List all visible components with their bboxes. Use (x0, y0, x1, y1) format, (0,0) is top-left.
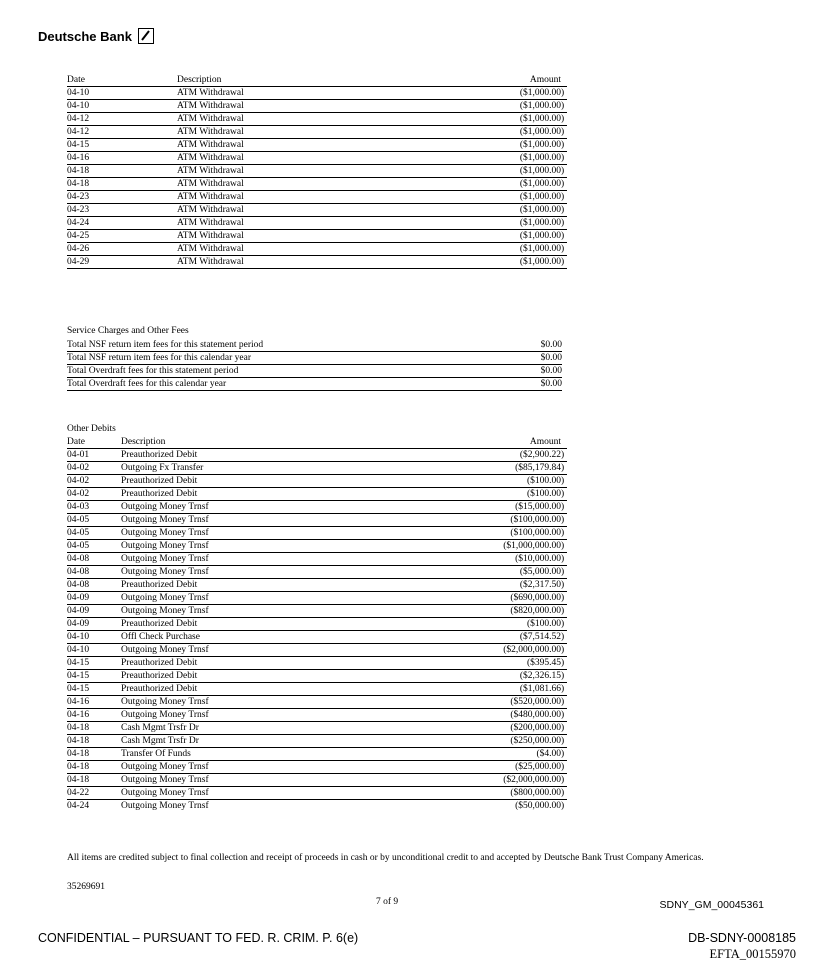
description-cell: Outgoing Money Trnsf (121, 761, 451, 774)
description-cell: Outgoing Money Trnsf (121, 774, 451, 787)
amount-value: ($1,000.00 (519, 153, 561, 163)
other-debits-title: Other Debits (67, 424, 116, 434)
date-cell: 04-08 (67, 566, 121, 579)
description-cell: Outgoing Money Trnsf (121, 709, 451, 722)
description-cell: ATM Withdrawal (177, 165, 457, 178)
amount-cell: ($1,000,000.00) (451, 540, 567, 553)
date-cell: 04-22 (67, 787, 121, 800)
date-header: Date (67, 74, 177, 87)
amount-cell: ($4.00) (451, 748, 567, 761)
amount-cell: ($100.00) (451, 475, 567, 488)
table-header-row (67, 74, 567, 87)
description-cell: Outgoing Fx Transfer (121, 462, 451, 475)
table-row (67, 748, 567, 761)
amount-value: ($2,900.22 (519, 450, 561, 460)
description-cell: Preauthorized Debit (121, 618, 451, 631)
table-row (67, 365, 562, 378)
amount-cell: ($800,000.00) (451, 787, 567, 800)
amount-value: ($1,000.00 (519, 205, 561, 215)
amount-value: ($1,081.66 (519, 684, 561, 694)
description-cell: Outgoing Money Trnsf (121, 527, 451, 540)
description-cell: ATM Withdrawal (177, 139, 457, 152)
amount-cell: ($10,000.00) (451, 553, 567, 566)
description-cell: Cash Mgmt Trsfr Dr (121, 735, 451, 748)
description-header: Description (177, 74, 457, 87)
amount-value: ($1,000.00 (519, 166, 561, 176)
amount-cell: ($7,514.52) (451, 631, 567, 644)
amount-value: ($1,000.00 (519, 179, 561, 189)
description-cell: Outgoing Money Trnsf (121, 696, 451, 709)
table-row (67, 139, 567, 152)
date-cell: 04-24 (67, 217, 177, 230)
date-cell: 04-18 (67, 735, 121, 748)
amount-value: ($250,000.00 (510, 736, 561, 746)
amount-cell: ($1,000.00) (457, 87, 567, 100)
date-cell: 04-08 (67, 553, 121, 566)
amount-cell: ($520,000.00) (451, 696, 567, 709)
description-cell: Outgoing Money Trnsf (121, 540, 451, 553)
amount-value: ($100.00 (526, 476, 561, 486)
table-row (67, 683, 567, 696)
amount-cell: ($1,000.00) (457, 165, 567, 178)
service-charges-title: Service Charges and Other Fees (67, 326, 189, 336)
description-cell: Preauthorized Debit (121, 579, 451, 592)
date-cell: 04-15 (67, 683, 121, 696)
amount-cell: ($100,000.00) (451, 514, 567, 527)
amount-value: ($690,000.00 (510, 593, 561, 603)
amount-cell: ($25,000.00) (451, 761, 567, 774)
fee-label-cell: Total Overdraft fees for this calendar year (67, 378, 462, 391)
date-cell: 04-25 (67, 230, 177, 243)
date-cell: 04-18 (67, 165, 177, 178)
amount-cell: ($2,317.50) (451, 579, 567, 592)
description-cell: ATM Withdrawal (177, 87, 457, 100)
table-row (67, 378, 562, 391)
disclaimer-text: All items are credited subject to final collection and receipt of proceeds in cash or by unconditional credit to and accepted by Deutsche Bank Trust Company Americas. (67, 853, 704, 863)
amount-cell: ($820,000.00) (451, 605, 567, 618)
amount-cell: ($1,081.66) (451, 683, 567, 696)
date-cell: 04-10 (67, 644, 121, 657)
amount-cell: ($1,000.00) (457, 243, 567, 256)
date-header: Date (67, 436, 121, 449)
amount-value: ($2,000,000.00 (503, 645, 561, 655)
amount-cell: ($1,000.00) (457, 139, 567, 152)
description-cell: Outgoing Money Trnsf (121, 801, 209, 811)
description-cell: Outgoing Money Trnsf (121, 605, 451, 618)
date-cell: 04-10 (67, 87, 177, 100)
table-row (67, 592, 567, 605)
amount-cell: ($395.45) (451, 657, 567, 670)
table-row (67, 644, 567, 657)
table-row (67, 449, 567, 462)
table-row (67, 488, 567, 501)
amount-value: ($1,000.00 (519, 257, 561, 267)
bank-brand (38, 28, 154, 44)
amount-cell: ($1,000.00) (457, 217, 567, 230)
date-cell: 04-15 (67, 670, 121, 683)
description-cell: Preauthorized Debit (121, 488, 451, 501)
description-cell: Transfer Of Funds (121, 748, 451, 761)
table-row (67, 735, 567, 748)
amount-cell: ($2,000,000.00) (451, 774, 567, 787)
description-cell: Outgoing Money Trnsf (121, 787, 451, 800)
table-row (67, 774, 567, 787)
amount-value: ($395.45 (526, 658, 561, 668)
date-cell: 04-18 (67, 722, 121, 735)
fee-amount-cell: $0.00 (462, 365, 562, 378)
date-cell: 04-02 (67, 462, 121, 475)
date-cell: 04-24 (67, 801, 90, 811)
table-row (67, 722, 567, 735)
amount-cell: ($2,000,000.00) (451, 644, 567, 657)
amount-value: ($85,179.84 (515, 463, 561, 473)
date-cell: 04-01 (67, 449, 121, 462)
date-cell: 04-10 (67, 100, 177, 113)
table-row (67, 657, 567, 670)
date-cell: 04-10 (67, 631, 121, 644)
amount-cell: ($15,000.00) (451, 501, 567, 514)
bank-name: Deutsche Bank (38, 28, 132, 44)
efta-bates-id: EFTA_00155970 (709, 947, 796, 961)
table-row (67, 243, 567, 256)
description-cell: Preauthorized Debit (121, 683, 451, 696)
fee-label-cell: Total Overdraft fees for this statement period (67, 365, 462, 378)
amount-cell: ($1,000.00) (457, 256, 567, 269)
table-row (67, 462, 567, 475)
amount-cell: ($1,000.00) (457, 126, 567, 139)
date-cell: 04-05 (67, 514, 121, 527)
amount-value: ($2,317.50 (519, 580, 561, 590)
table-row (67, 527, 567, 540)
amount-cell: ($100.00) (451, 618, 567, 631)
amount-value: ($100.00 (526, 489, 561, 499)
description-cell: ATM Withdrawal (177, 191, 457, 204)
amount-value: ($1,000.00 (519, 231, 561, 241)
amount-value: ($15,000.00 (515, 502, 561, 512)
description-cell: Offl Check Purchase (121, 631, 451, 644)
amount-header: Amount (457, 74, 567, 87)
amount-value: ($1,000.00 (519, 127, 561, 137)
date-cell: 04-16 (67, 696, 121, 709)
fee-label-cell: Total NSF return item fees for this calendar year (67, 352, 462, 365)
amount-cell: ($100.00) (451, 488, 567, 501)
table-row (67, 540, 567, 553)
date-cell: 04-12 (67, 126, 177, 139)
deutsche-bank-logo-icon (138, 28, 154, 44)
table-row (67, 475, 567, 488)
date-cell: 04-09 (67, 605, 121, 618)
description-cell: ATM Withdrawal (177, 217, 457, 230)
table-row (67, 605, 567, 618)
table-row (67, 501, 567, 514)
amount-cell: ($2,900.22) (451, 449, 567, 462)
amount-header: Amount (451, 436, 567, 449)
amount-cell: ($480,000.00) (451, 709, 567, 722)
date-cell: 04-18 (67, 748, 121, 761)
description-cell: ATM Withdrawal (177, 152, 457, 165)
date-cell: 04-29 (67, 256, 177, 269)
amount-cell: ($100,000.00) (451, 527, 567, 540)
amount-value: ($200,000.00 (510, 723, 561, 733)
table-row (67, 87, 567, 100)
table-row (67, 761, 567, 774)
amount-value: ($1,000.00 (519, 192, 561, 202)
date-cell: 04-12 (67, 113, 177, 126)
table-row (67, 631, 567, 644)
table-row (67, 126, 567, 139)
amount-value: ($480,000.00 (510, 710, 561, 720)
date-cell: 04-18 (67, 774, 121, 787)
table-row (67, 553, 567, 566)
fee-amount-cell: $0.00 (462, 339, 562, 352)
table-row (67, 696, 567, 709)
description-cell: Preauthorized Debit (121, 657, 451, 670)
table-row (67, 800, 567, 813)
amount-value: ($100.00 (526, 619, 561, 629)
description-cell: Outgoing Money Trnsf (121, 566, 451, 579)
amount-value: ($100,000.00 (510, 528, 561, 538)
date-cell: 04-02 (67, 475, 121, 488)
amount-cell: ($200,000.00) (451, 722, 567, 735)
description-cell: Preauthorized Debit (121, 670, 451, 683)
table-row (67, 191, 567, 204)
description-header: Description (121, 436, 451, 449)
amount-value: ($520,000.00 (510, 697, 561, 707)
date-cell: 04-18 (67, 761, 121, 774)
description-cell: Outgoing Money Trnsf (121, 514, 451, 527)
description-cell: ATM Withdrawal (177, 126, 457, 139)
date-cell: 04-18 (67, 178, 177, 191)
date-cell: 04-09 (67, 618, 121, 631)
description-cell: ATM Withdrawal (177, 204, 457, 217)
table-row (67, 113, 567, 126)
date-cell: 04-23 (67, 191, 177, 204)
amount-value: ($1,000.00 (519, 218, 561, 228)
amount-value: ($800,000.00 (510, 788, 561, 798)
fee-amount-cell: $0.00 (462, 352, 562, 365)
service-charges-table (67, 339, 562, 391)
description-cell: ATM Withdrawal (177, 100, 457, 113)
date-cell: 04-05 (67, 540, 121, 553)
account-number: 35269691 (67, 882, 105, 892)
date-cell: 04-16 (67, 709, 121, 722)
amount-value: ($820,000.00 (510, 606, 561, 616)
amount-value: ($100,000.00 (510, 515, 561, 525)
table-row (67, 256, 567, 269)
amount-cell: ($1,000.00) (457, 191, 567, 204)
table-row (67, 352, 562, 365)
amount-value: ($2,000,000.00 (503, 775, 561, 785)
description-cell: Cash Mgmt Trsfr Dr (121, 722, 451, 735)
description-cell: ATM Withdrawal (177, 256, 457, 269)
date-cell: 04-15 (67, 657, 121, 670)
fee-label-cell: Total NSF return item fees for this statement period (67, 339, 462, 352)
amount-value: ($1,000.00 (519, 114, 561, 124)
date-cell: 04-16 (67, 152, 177, 165)
table-row (67, 165, 567, 178)
description-cell: Outgoing Money Trnsf (121, 501, 451, 514)
date-cell: 04-15 (67, 139, 177, 152)
table-row (67, 579, 567, 592)
amount-value: ($5,000.00 (519, 567, 561, 577)
amount-value: ($7,514.52 (519, 632, 561, 642)
amount-cell: ($250,000.00) (451, 735, 567, 748)
table-row (67, 152, 567, 165)
amount-value: ($1,000.00 (519, 88, 561, 98)
table-row (67, 178, 567, 191)
table-row (67, 100, 567, 113)
description-cell: Preauthorized Debit (121, 475, 451, 488)
description-cell: Outgoing Money Trnsf (121, 553, 451, 566)
amount-cell: ($2,326.15) (451, 670, 567, 683)
amount-cell: ($1,000.00) (457, 178, 567, 191)
date-cell: 04-02 (67, 488, 121, 501)
other-debits-table (67, 436, 567, 812)
table-row (67, 514, 567, 527)
amount-value: ($4.00 (536, 749, 561, 759)
description-cell: Outgoing Money Trnsf (121, 644, 451, 657)
description-cell: ATM Withdrawal (177, 243, 457, 256)
amount-value: ($1,000,000.00 (503, 541, 561, 551)
amount-cell: ($50,000.00) (515, 801, 565, 811)
table-row (67, 230, 567, 243)
table-row (67, 217, 567, 230)
sdny-bates-id: SDNY_GM_00045361 (659, 899, 764, 911)
table-row (67, 670, 567, 683)
date-cell: 04-05 (67, 527, 121, 540)
amount-value: ($1,000.00 (519, 101, 561, 111)
amount-value: ($50,000.00 (515, 801, 561, 811)
amount-cell: ($5,000.00) (451, 566, 567, 579)
atm-withdrawals-table (67, 74, 567, 269)
amount-cell: ($1,000.00) (457, 113, 567, 126)
date-cell: 04-08 (67, 579, 121, 592)
date-cell: 04-26 (67, 243, 177, 256)
confidential-notice: CONFIDENTIAL – PURSUANT TO FED. R. CRIM. P. 6(e) (38, 931, 359, 945)
description-cell: Outgoing Money Trnsf (121, 592, 451, 605)
amount-cell: ($1,000.00) (457, 230, 567, 243)
amount-value: ($1,000.00 (519, 244, 561, 254)
amount-cell: ($1,000.00) (457, 204, 567, 217)
date-cell: 04-03 (67, 501, 121, 514)
table-row (67, 566, 567, 579)
table-row (67, 618, 567, 631)
amount-cell: ($1,000.00) (457, 152, 567, 165)
fee-amount-cell: $0.00 (462, 378, 562, 391)
amount-value: ($25,000.00 (515, 762, 561, 772)
amount-value: ($1,000.00 (519, 140, 561, 150)
description-cell: Preauthorized Debit (121, 449, 451, 462)
description-cell: ATM Withdrawal (177, 113, 457, 126)
amount-cell: ($1,000.00) (457, 100, 567, 113)
db-sdny-bates-id: DB-SDNY-0008185 (688, 931, 796, 945)
table-row (67, 709, 567, 722)
description-cell: ATM Withdrawal (177, 178, 457, 191)
page-number: 7 of 9 (376, 897, 399, 907)
amount-cell: ($690,000.00) (451, 592, 567, 605)
table-row (67, 204, 567, 217)
date-cell: 04-09 (67, 592, 121, 605)
description-cell: ATM Withdrawal (177, 230, 457, 243)
table-row (67, 339, 562, 352)
table-header-row (67, 436, 567, 449)
date-cell: 04-23 (67, 204, 177, 217)
amount-value: ($2,326.15 (519, 671, 561, 681)
amount-cell: ($85,179.84) (451, 462, 567, 475)
amount-value: ($10,000.00 (515, 554, 561, 564)
table-row (67, 787, 567, 800)
